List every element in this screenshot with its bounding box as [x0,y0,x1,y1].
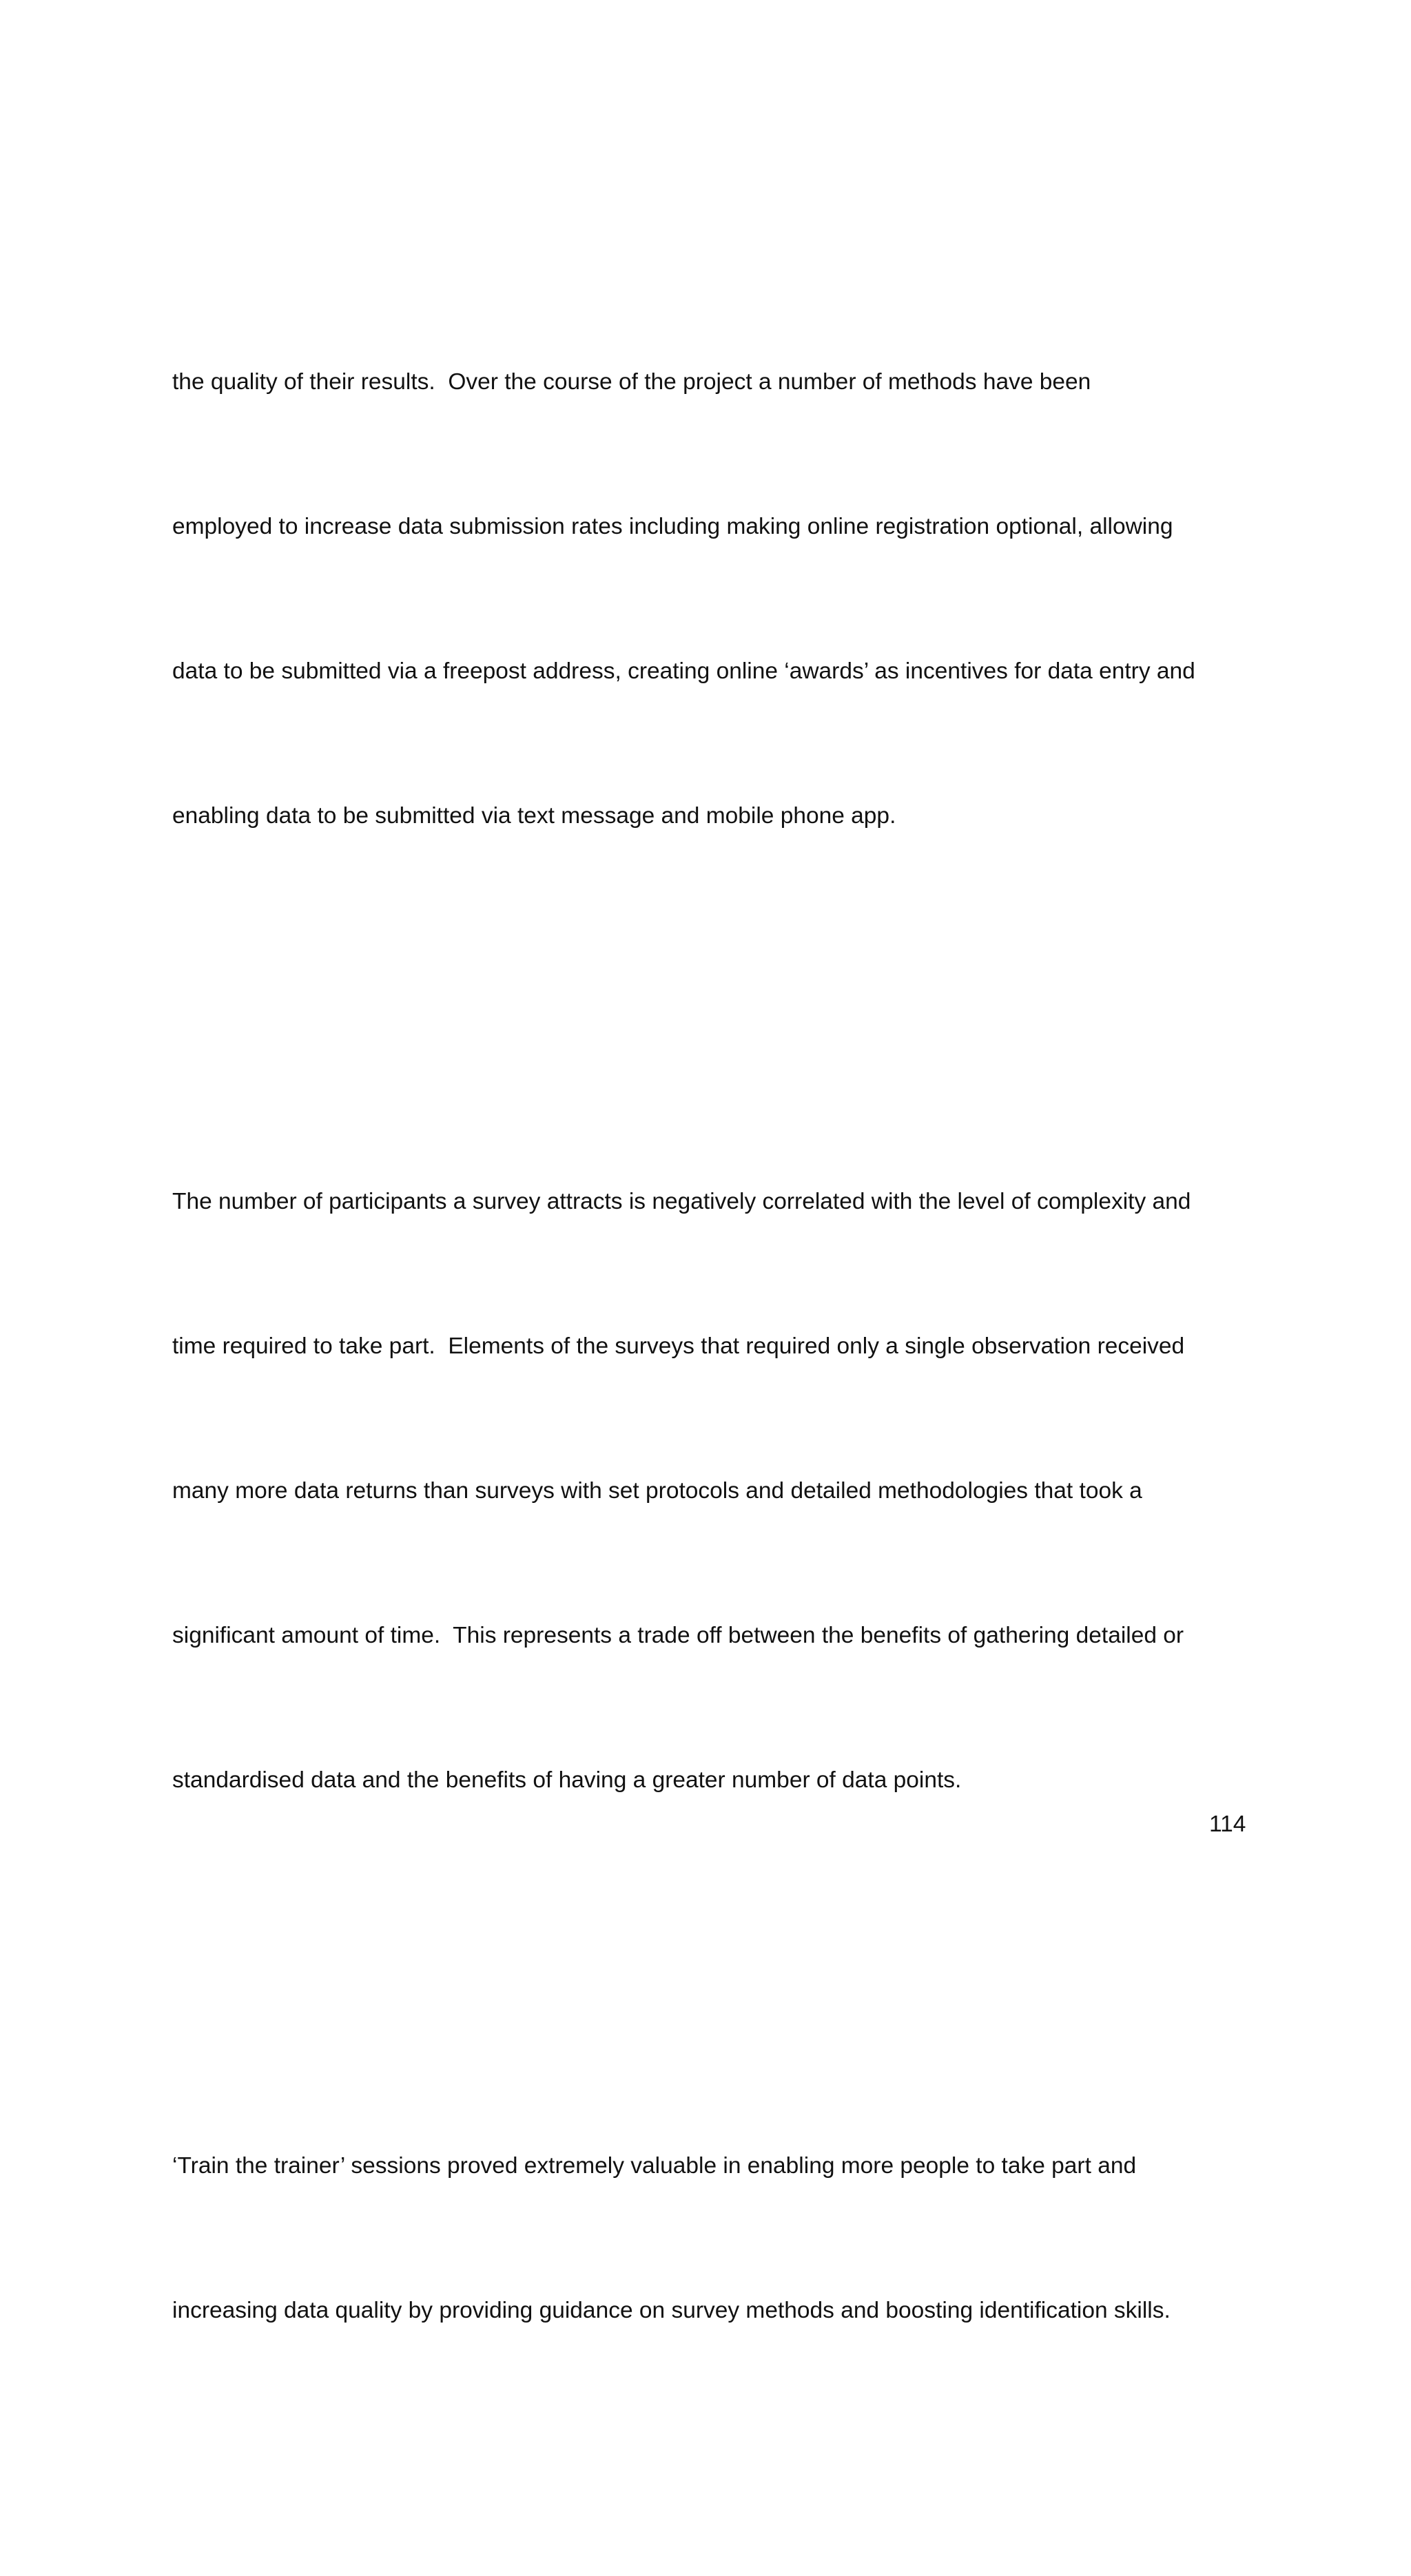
text-line: enabling data to be submitted via text message and mobile phone app. [172,803,896,829]
text-line: the quality of their results. Over the course of the project a number of methods have been [172,369,1091,395]
text-line: ‘Train the trainer’ sessions proved extremely valuable in enabling more people to take part and [172,2153,1137,2179]
text-line: The number of participants a survey attracts is negatively correlated with the level of complexity and [172,1189,1191,1214]
text-line: standardised data and the benefits of having a greater number of data points. [172,1767,962,1793]
body-text [172,165,1261,2576]
text-line: employed to increase data submission rates including making online registration optional, allowing [172,514,1173,539]
text-line: many more data returns than surveys with set protocols and detailed methodologies that took a [172,1478,1142,1504]
text-line: time required to take part. Elements of the surveys that required only a single observation received [172,1333,1185,1359]
paragraph-1 [172,262,1261,937]
text-line: increasing data quality by providing guidance on survey methods and boosting identification skills. [172,2298,1171,2323]
paragraph-2 [172,1081,1261,1901]
paragraph-3 [172,2046,1261,2431]
text-line: significant amount of time. This represents a trade off between the benefits of gathering detailed or [172,1623,1184,1648]
page-number: 114 [1209,1811,1246,1837]
text-line: data to be submitted via a freepost address, creating online ‘awards’ as incentives for data entry and [172,658,1195,684]
